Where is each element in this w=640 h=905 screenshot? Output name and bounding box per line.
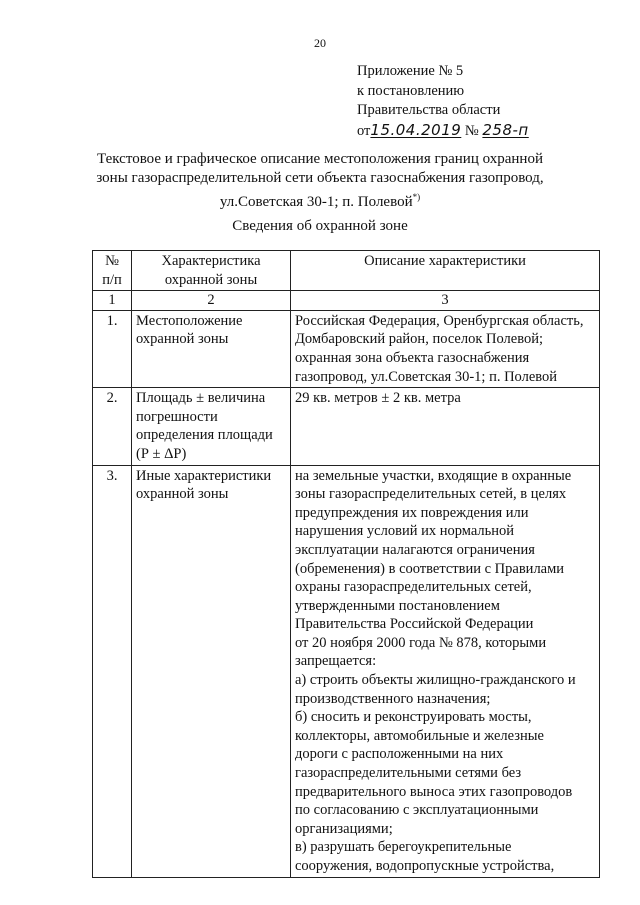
appendix-to-resolution: к постановлению (357, 82, 465, 99)
row-characteristic: Местоположение охранной зоны (132, 310, 291, 387)
appendix-government: Правительства области (357, 102, 501, 118)
row-description: 29 кв. метров ± 2 кв. метра (291, 388, 600, 465)
header-characteristic: Характеристика охранной зоны (132, 251, 291, 291)
row-description: на земельные участки, входящие в охранные зоны газораспределительных сетей, в целях предупреждения их повреждения или нарушения условий их нормальной эксплуатации налагаются ограничения (обременения) в соответствии с Правилами охраны газораспределительных сетей, утвержденными постановлением Правительства Российской Федерации от 20 ноября 2000 года № 878, которыми запрещается: а) строить объекты жилищно-гражданского и производственного назначения; б) сносить и реконструировать мосты, коллекторы, автомобильные и железные дороги с расположенными на них газораспределительными сетями без предварительного выноса этих газопроводов по согласованию с эксплуатационными организациями; в) разрушать берегоукрепительные сооружения, водопропускные устройства, (291, 465, 600, 877)
page-number: 20 (314, 36, 326, 50)
appendix-date-line (357, 121, 529, 142)
protection-zone-table (92, 250, 600, 878)
table-row (93, 388, 600, 465)
row-characteristic: Площадь ± величина погрешности определения площади (Р ± ΔР) (132, 388, 291, 465)
table-row (93, 465, 600, 877)
row-number: 2. (93, 388, 132, 465)
handwritten-number: 258-п (482, 120, 529, 139)
handwritten-date: 15.04.2019 (370, 120, 462, 139)
footnote-mark: *) (412, 192, 421, 202)
date-prefix: от (357, 122, 371, 139)
table-header-row (93, 251, 600, 291)
row-number: 1. (93, 310, 132, 387)
number-prefix: № (464, 122, 479, 139)
table-row (93, 310, 600, 387)
row-description: Российская Федерация, Оренбургская область, Домбаровский район, поселок Полевой; охранная зона объекта газоснабжения газопровод, ул.Советская 30-1; п. Полевой (291, 310, 600, 387)
column-number: 1 (93, 291, 132, 311)
appendix-title: Приложение № 5 (357, 63, 464, 79)
column-number: 2 (132, 291, 291, 311)
section-subtitle: Сведения об охранной зоне (232, 218, 408, 234)
document-title-text: Текстовое и графическое описание местоположения границ охранной зоны газораспределительной сети объекта газоснабжения газопровод, ул.Советская 30-1; п. Полевой (96, 151, 544, 210)
header-description: Описание характеристики (291, 251, 600, 291)
row-number: 3. (93, 465, 132, 877)
header-number: № п/п (93, 251, 132, 291)
column-number: 3 (291, 291, 600, 311)
column-number-row (93, 291, 600, 311)
appendix-header (357, 62, 529, 141)
document-title (95, 150, 545, 212)
row-characteristic: Иные характеристики охранной зоны (132, 465, 291, 877)
